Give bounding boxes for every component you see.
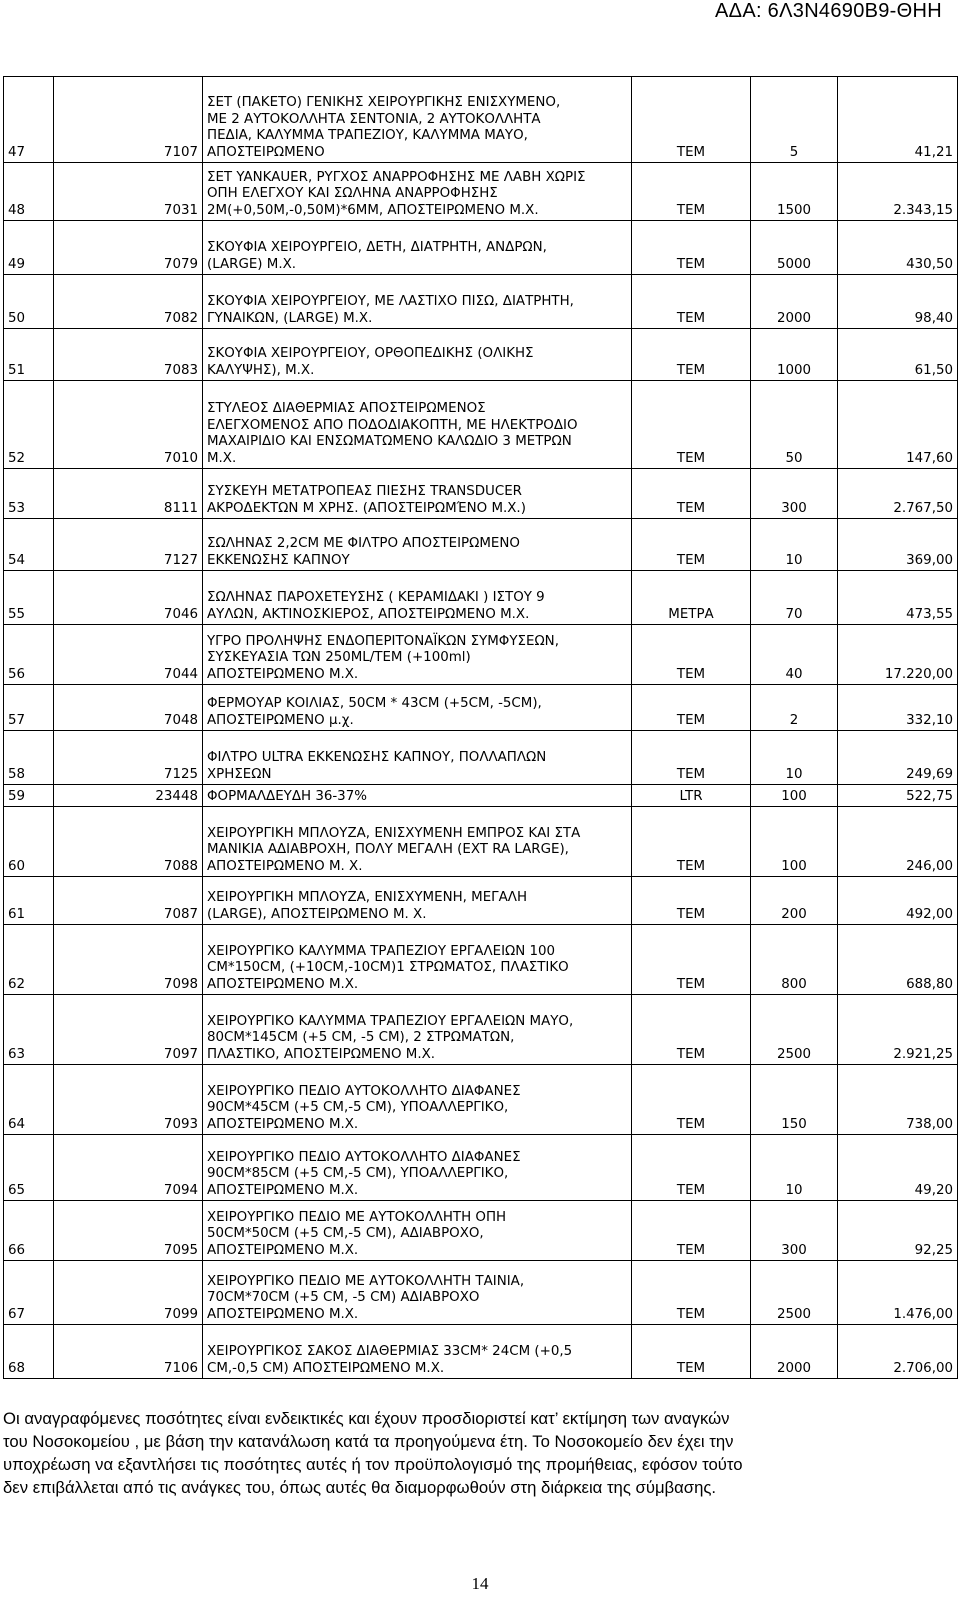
description-line: 2Μ(+0,50Μ,-0,50Μ)*6ΜΜ, ΑΠΟΣΤΕΙΡΩΜΕΝΟ Μ.Χ.: [207, 202, 539, 218]
row-number: 64: [4, 1065, 54, 1135]
item-unit: ΤΕΜ: [632, 1135, 751, 1201]
row-number: 67: [4, 1261, 54, 1325]
item-quantity: 2500: [751, 995, 838, 1065]
item-code: 7094: [54, 1135, 203, 1201]
table-row: [4, 1201, 958, 1261]
item-unit: ΤΕΜ: [632, 275, 751, 329]
item-quantity: 5: [751, 77, 838, 163]
description-line: ΑΠΟΣΤΕΙΡΩΜΕΝΟ Μ.Χ.: [207, 1242, 359, 1258]
item-description: [203, 469, 632, 519]
item-unit: ΤΕΜ: [632, 925, 751, 995]
description-line: ΣΚΟΥΦΙΑ ΧΕΙΡΟΥΡΓΕΙΟ, ΔΕΤΗ, ΔΙΑΤΡΗΤΗ, ΑΝΔΡΩΝ,: [207, 240, 547, 255]
description-line: ΣΩΛΗΝΑΣ ΠΑΡΟΧΕΤΕΥΣΗΣ ( ΚΕΡΑΜΙΔΑΚΙ ) ΙΣΤΟΥ 9: [207, 590, 545, 605]
item-price: 92,25: [838, 1201, 958, 1261]
table-row: [4, 625, 958, 685]
item-unit: ΤΕΜ: [632, 1201, 751, 1261]
item-unit: ΤΕΜ: [632, 381, 751, 469]
description-line: ΑΚΡΟΔΕΚΤΩΝ Μ ΧΡΗΣ. (ΑΠΟΣΤΕΙΡΩΜΈΝΟ Μ.Χ.): [207, 500, 526, 516]
description-line: 50CM*50CM (+5 CM,-5 CM), ΑΔΙΑΒΡΟΧΟ,: [207, 1226, 484, 1241]
row-number: 65: [4, 1135, 54, 1201]
item-unit: ΤΕΜ: [632, 877, 751, 925]
item-description: [203, 731, 632, 785]
description-line: ΥΓΡΟ ΠΡΟΛΗΨΗΣ ΕΝΔΟΠΕΡΙΤΟΝΑΪΚΩΝ ΣΥΜΦΥΣΕΩΝ,: [207, 633, 559, 649]
description-line: (LARGE), ΑΠΟΣΤΕΙΡΩΜΕΝΟ Μ. Χ.: [207, 906, 427, 922]
notes-line: δεν επιβάλλεται από τις ανάγκες του, όπως αυτές θα διαμορφωθούν στη διάρκεια της σύμβασης.: [3, 1478, 717, 1497]
item-unit: ΜΕΤΡΑ: [632, 571, 751, 625]
row-number: 66: [4, 1201, 54, 1261]
table-row: [4, 329, 958, 381]
description-line: ΑΠΟΣΤΕΙΡΩΜΕΝΟ: [207, 144, 325, 160]
description-line: ΠΕΔΙΑ, ΚΑΛΥΜΜΑ ΤΡΑΠΕΖΙΟΥ, ΚΑΛΥΜΜΑ ΜΑΥΟ,: [207, 128, 528, 143]
description-line: ΣΕΤ (ΠΑΚΕΤΟ) ΓΕΝΙΚΗΣ ΧΕΙΡΟΥΡΓΙΚΗΣ ΕΝΙΣΧΥΜΕΝΟ,: [207, 95, 561, 110]
item-description: [203, 925, 632, 995]
description-line: ΑΠΟΣΤΕΙΡΩΜΕΝΟ Μ.Χ.: [207, 976, 359, 992]
item-quantity: 2000: [751, 1325, 838, 1379]
description-line: ΧΕΙΡΟΥΡΓΙΚΟ ΠΕΔΙΟ ΑΥΤΟΚΟΛΛΗΤΟ ΔΙΑΦΑΝΕΣ: [207, 1149, 521, 1165]
item-price: 473,55: [838, 571, 958, 625]
item-code: 7087: [54, 877, 203, 925]
item-price: 98,40: [838, 275, 958, 329]
item-price: 522,75: [838, 785, 958, 807]
description-line: ΑΠΟΣΤΕΙΡΩΜΕΝΟ Μ. Χ.: [207, 858, 363, 874]
item-code: 7127: [54, 519, 203, 571]
description-line: 70CM*70CM (+5 CM, -5 CM) ΑΔΙΑΒΡΟΧΟ: [207, 1290, 480, 1305]
item-code: 7046: [54, 571, 203, 625]
row-number: 53: [4, 469, 54, 519]
item-code: 7082: [54, 275, 203, 329]
item-code: 7125: [54, 731, 203, 785]
item-price: 332,10: [838, 685, 958, 731]
description-line: ΑΠΟΣΤΕΙΡΩΜΕΝΟ Μ.Χ.: [207, 1116, 359, 1132]
item-quantity: 10: [751, 731, 838, 785]
description-line: ΧΕΙΡΟΥΡΓΙΚΟ ΚΑΛΥΜΜΑ ΤΡΑΠΕΖΙΟΥ ΕΡΓΑΛΕΙΩΝ ΜΑΥΟ,: [207, 1013, 574, 1029]
item-code: 7093: [54, 1065, 203, 1135]
table-row: [4, 1065, 958, 1135]
item-description: [203, 163, 632, 221]
item-code: 23448: [54, 785, 203, 807]
description-line: ΧΕΙΡΟΥΡΓΙΚΟ ΚΑΛΥΜΜΑ ΤΡΑΠΕΖΙΟΥ ΕΡΓΑΛΕΙΩΝ 100: [207, 943, 556, 959]
item-price: 249,69: [838, 731, 958, 785]
item-quantity: 150: [751, 1065, 838, 1135]
item-unit: ΤΕΜ: [632, 1325, 751, 1379]
table-row: [4, 469, 958, 519]
item-quantity: 40: [751, 625, 838, 685]
item-unit: ΤΕΜ: [632, 1261, 751, 1325]
description-line: ΕΛΕΓΧΟΜΕΝΟΣ ΑΠΟ ΠΟΔΟΔΙΑΚΟΠΤΗ, ΜΕ ΗΛΕΚΤΡΟΔΙΟ: [207, 417, 578, 433]
item-quantity: 10: [751, 1135, 838, 1201]
item-unit: LTR: [632, 785, 751, 807]
item-description: [203, 381, 632, 469]
description-line: CM*150CM, (+10CM,-10CM)1 ΣΤΡΩΜΑΤΟΣ, ΠΛΑΣΤΙΚΟ: [207, 960, 569, 975]
item-description: [203, 625, 632, 685]
table-row: [4, 685, 958, 731]
item-quantity: 70: [751, 571, 838, 625]
table-row: [4, 519, 958, 571]
description-line: ΧΕΙΡΟΥΡΓΙΚΟ ΠΕΔΙΟ ΜΕ ΑΥΤΟΚΟΛΛΗΤΗ ΤΑΙΝΙΑ,: [207, 1273, 525, 1289]
description-line: ΑΠΟΣΤΕΙΡΩΜΕΝΟ Μ.Χ.: [207, 666, 359, 682]
item-unit: ΤΕΜ: [632, 731, 751, 785]
description-line: ΣΩΛΗΝΑΣ 2,2CM ΜΕ ΦΙΛΤΡΟ ΑΠΟΣΤΕΙΡΩΜΕΝΟ: [207, 536, 520, 551]
table-row: [4, 571, 958, 625]
item-quantity: 2: [751, 685, 838, 731]
notes-line: υποχρέωση να εξαντλήσει τις ποσότητες αυτές ή τον προϋπολογισμό της προμήθειας, εφόσον τούτο: [3, 1455, 743, 1474]
item-unit: ΤΕΜ: [632, 625, 751, 685]
table-row: [4, 1135, 958, 1201]
description-line: CM,-0,5 CM) ΑΠΟΣΤΕΙΡΩΜΕΝΟ Μ.Χ.: [207, 1360, 445, 1376]
description-line: ΕΚΚΕΝΩΣΗΣ ΚΑΠΝΟΥ: [207, 552, 350, 568]
item-quantity: 800: [751, 925, 838, 995]
item-price: 1.476,00: [838, 1261, 958, 1325]
item-code: 7079: [54, 221, 203, 275]
row-number: 50: [4, 275, 54, 329]
item-description: [203, 995, 632, 1065]
item-quantity: 2500: [751, 1261, 838, 1325]
description-line: ΦΕΡΜΟΥΑΡ ΚΟΙΛΙΑΣ, 50CM * 43CM (+5CM, -5CM),: [207, 696, 542, 711]
item-price: 61,50: [838, 329, 958, 381]
item-price: 41,21: [838, 77, 958, 163]
table-row: [4, 731, 958, 785]
description-line: ΣΤΥΛΕΟΣ ΔΙΑΘΕΡΜΙΑΣ ΑΠΟΣΤΕΙΡΩΜΕΝΟΣ: [207, 401, 486, 416]
description-line: ΜΑΝΙΚΙΑ ΑΔΙΑΒΡΟΧΗ, ΠΟΛΥ ΜΕΓΑΛΗ (EXT RA LARGE),: [207, 842, 569, 857]
description-line: ΦΙΛΤΡΟ ULTRA ΕΚΚΕΝΩΣΗΣ ΚΑΠΝΟΥ, ΠΟΛΛΑΠΛΩΝ: [207, 750, 547, 765]
item-price: 2.343,15: [838, 163, 958, 221]
description-line: ΧΕΙΡΟΥΡΓΙΚΗ ΜΠΛΟΥΖΑ, ΕΝΙΣΧΥΜΕΝΗ, ΜΕΓΑΛΗ: [207, 890, 528, 905]
item-description: [203, 1201, 632, 1261]
table-row: [4, 275, 958, 329]
item-code: 7099: [54, 1261, 203, 1325]
description-line: ΜΑΧΑΙΡΙΔΙΟ ΚΑΙ ΕΝΣΩΜΑΤΩΜΕΝΟ ΚΑΛΩΔΙΟ 3 ΜΕΤΡΩΝ: [207, 434, 572, 449]
item-code: 7044: [54, 625, 203, 685]
item-code: 7095: [54, 1201, 203, 1261]
item-unit: ΤΕΜ: [632, 1065, 751, 1135]
row-number: 49: [4, 221, 54, 275]
table-row: [4, 995, 958, 1065]
item-unit: ΤΕΜ: [632, 469, 751, 519]
row-number: 56: [4, 625, 54, 685]
item-code: 7088: [54, 807, 203, 877]
item-unit: ΤΕΜ: [632, 685, 751, 731]
item-code: 7010: [54, 381, 203, 469]
row-number: 60: [4, 807, 54, 877]
row-number: 68: [4, 1325, 54, 1379]
row-number: 59: [4, 785, 54, 807]
description-line: Μ.Χ.: [207, 450, 237, 466]
item-quantity: 5000: [751, 221, 838, 275]
table-row: [4, 807, 958, 877]
table-row: [4, 221, 958, 275]
table-row: [4, 785, 958, 807]
item-price: 369,00: [838, 519, 958, 571]
item-unit: ΤΕΜ: [632, 163, 751, 221]
row-number: 62: [4, 925, 54, 995]
row-number: 61: [4, 877, 54, 925]
items-table-body: [4, 77, 958, 1379]
notes-paragraph: [3, 1407, 953, 1499]
item-price: 2.767,50: [838, 469, 958, 519]
table-row: [4, 381, 958, 469]
description-line: ΣΚΟΥΦΙΑ ΧΕΙΡΟΥΡΓΕΙΟΥ, ΜΕ ΛΑΣΤΙΧΟ ΠΙΣΩ, ΔΙΑΤΡΗΤΗ,: [207, 294, 574, 309]
description-line: 90CM*85CM (+5 CM,-5 CM), ΥΠΟΑΛΛΕΡΓΙΚΟ,: [207, 1166, 509, 1181]
item-quantity: 2000: [751, 275, 838, 329]
item-quantity: 50: [751, 381, 838, 469]
item-quantity: 100: [751, 785, 838, 807]
row-number: 51: [4, 329, 54, 381]
item-description: [203, 1135, 632, 1201]
item-description: [203, 77, 632, 163]
item-description: [203, 329, 632, 381]
item-description: [203, 571, 632, 625]
page-number: 14: [471, 1574, 489, 1593]
ada-header: ΑΔΑ: 6Λ3Ν4690Β9-ΘΗΗ: [715, 0, 942, 22]
row-number: 55: [4, 571, 54, 625]
item-description: [203, 519, 632, 571]
description-line: ΦΟΡΜΑΛΔΕΥΔΗ 36-37%: [207, 788, 367, 804]
item-unit: ΤΕΜ: [632, 77, 751, 163]
item-price: 492,00: [838, 877, 958, 925]
table-row: [4, 877, 958, 925]
table-row: [4, 77, 958, 163]
item-quantity: 1500: [751, 163, 838, 221]
item-description: [203, 807, 632, 877]
item-description: [203, 877, 632, 925]
item-unit: ΤΕΜ: [632, 329, 751, 381]
description-line: ΧΕΙΡΟΥΡΓΙΚΗ ΜΠΛΟΥΖΑ, ΕΝΙΣΧΥΜΕΝΗ ΕΜΠΡΟΣ ΚΑΙ ΣΤΑ: [207, 825, 581, 841]
item-quantity: 200: [751, 877, 838, 925]
description-line: ΑΥΛΩΝ, ΑΚΤΙΝΟΣΚΙΕΡΟΣ, ΑΠΟΣΤΕΙΡΩΜΕΝΟ Μ.Χ.: [207, 606, 530, 622]
item-code: 7106: [54, 1325, 203, 1379]
row-number: 47: [4, 77, 54, 163]
description-line: ΧΡΗΣΕΩΝ: [207, 766, 272, 782]
row-number: 58: [4, 731, 54, 785]
item-unit: ΤΕΜ: [632, 995, 751, 1065]
description-line: ΣΥΣΚΕΥΑΣΙΑ ΤΩΝ 250ML/ΤΕΜ (+100ml): [207, 650, 471, 665]
item-code: 7097: [54, 995, 203, 1065]
description-line: (LARGE) Μ.Χ.: [207, 256, 297, 272]
item-description: [203, 275, 632, 329]
item-quantity: 300: [751, 1201, 838, 1261]
item-code: 7031: [54, 163, 203, 221]
description-line: ΣΚΟΥΦΙΑ ΧΕΙΡΟΥΡΓΕΙΟΥ, ΟΡΘΟΠΕΔΙΚΗΣ (ΟΛΙΚΗΣ: [207, 346, 534, 361]
description-line: ΜΕ 2 ΑΥΤΟΚΟΛΛΗΤΑ ΣΕΝΤΟΝΙΑ, 2 ΑΥΤΟΚΟΛΛΗΤΑ: [207, 111, 541, 127]
table-row: [4, 925, 958, 995]
table-row: [4, 1261, 958, 1325]
item-code: 7107: [54, 77, 203, 163]
item-description: [203, 1065, 632, 1135]
item-quantity: 100: [751, 807, 838, 877]
item-price: 738,00: [838, 1065, 958, 1135]
item-quantity: 300: [751, 469, 838, 519]
row-number: 48: [4, 163, 54, 221]
description-line: ΣΕΤ YANKAUER, ΡΥΓΧΟΣ ΑΝΑΡΡΟΦΗΣΗΣ ΜΕ ΛΑΒΗ ΧΩΡΙΣ: [207, 169, 586, 185]
items-table: [3, 76, 958, 1379]
item-description: [203, 1261, 632, 1325]
item-description: [203, 1325, 632, 1379]
description-line: ΧΕΙΡΟΥΡΓΙΚΟ ΠΕΔΙΟ ΑΥΤΟΚΟΛΛΗΤΟ ΔΙΑΦΑΝΕΣ: [207, 1083, 521, 1099]
description-line: ΣΥΣΚΕΥΗ ΜΕΤΑΤΡΟΠΕΑΣ ΠΙΕΣΗΣ TRANSDUCER: [207, 484, 522, 499]
item-description: [203, 221, 632, 275]
item-code: 7098: [54, 925, 203, 995]
item-description: [203, 685, 632, 731]
item-price: 147,60: [838, 381, 958, 469]
description-line: ΑΠΟΣΤΕΙΡΩΜΕΝΟ Μ.Χ.: [207, 1306, 359, 1322]
notes-line: Οι αναγραφόμενες ποσότητες είναι ενδεικτικές και έχουν προσδιοριστεί κατ’ εκτίμηση των αναγκών: [3, 1409, 730, 1428]
description-line: ΑΠΟΣΤΕΙΡΩΜΕΝΟ Μ.Χ.: [207, 1182, 359, 1198]
row-number: 52: [4, 381, 54, 469]
item-quantity: 10: [751, 519, 838, 571]
description-line: ΧΕΙΡΟΥΡΓΙΚΟΣ ΣΑΚΟΣ ΔΙΑΘΕΡΜΙΑΣ 33CM* 24CM (+0,5: [207, 1344, 573, 1359]
table-row: [4, 163, 958, 221]
item-price: 49,20: [838, 1135, 958, 1201]
item-unit: ΤΕΜ: [632, 221, 751, 275]
description-line: 90CM*45CM (+5 CM,-5 CM), ΥΠΟΑΛΛΕΡΓΙΚΟ,: [207, 1100, 509, 1115]
row-number: 63: [4, 995, 54, 1065]
item-price: 246,00: [838, 807, 958, 877]
item-code: 7048: [54, 685, 203, 731]
description-line: ΓΥΝΑΙΚΩΝ, (LARGE) Μ.Χ.: [207, 310, 373, 326]
item-unit: ΤΕΜ: [632, 807, 751, 877]
table-row: [4, 1325, 958, 1379]
item-code: 8111: [54, 469, 203, 519]
item-code: 7083: [54, 329, 203, 381]
item-price: 2.921,25: [838, 995, 958, 1065]
item-quantity: 1000: [751, 329, 838, 381]
notes-line: του Νοσοκομείου , με βάση την κατανάλωση κατά τα προηγούμενα έτη. Το Νοσοκομείο δεν έχει την: [3, 1432, 734, 1451]
description-line: ΠΛΑΣΤΙΚΟ, ΑΠΟΣΤΕΙΡΩΜΕΝΟ Μ.Χ.: [207, 1046, 436, 1062]
item-description: [203, 785, 632, 807]
row-number: 54: [4, 519, 54, 571]
item-price: 2.706,00: [838, 1325, 958, 1379]
description-line: ΟΠΗ ΕΛΕΓΧΟΥ ΚΑΙ ΣΩΛΗΝΑ ΑΝΑΡΡΟΦΗΣΗΣ: [207, 186, 498, 201]
description-line: ΧΕΙΡΟΥΡΓΙΚΟ ΠΕΔΙΟ ΜΕ ΑΥΤΟΚΟΛΛΗΤΗ ΟΠΗ: [207, 1209, 507, 1225]
description-line: ΚΑΛΥΨΗΣ), Μ.Χ.: [207, 362, 315, 378]
item-unit: ΤΕΜ: [632, 519, 751, 571]
item-price: 17.220,00: [838, 625, 958, 685]
description-line: ΑΠΟΣΤΕΙΡΩΜΕΝΟ μ.χ.: [207, 712, 354, 728]
row-number: 57: [4, 685, 54, 731]
item-price: 430,50: [838, 221, 958, 275]
description-line: 80CM*145CM (+5 CM, -5 CM), 2 ΣΤΡΩΜΑΤΩΝ,: [207, 1030, 515, 1045]
item-price: 688,80: [838, 925, 958, 995]
